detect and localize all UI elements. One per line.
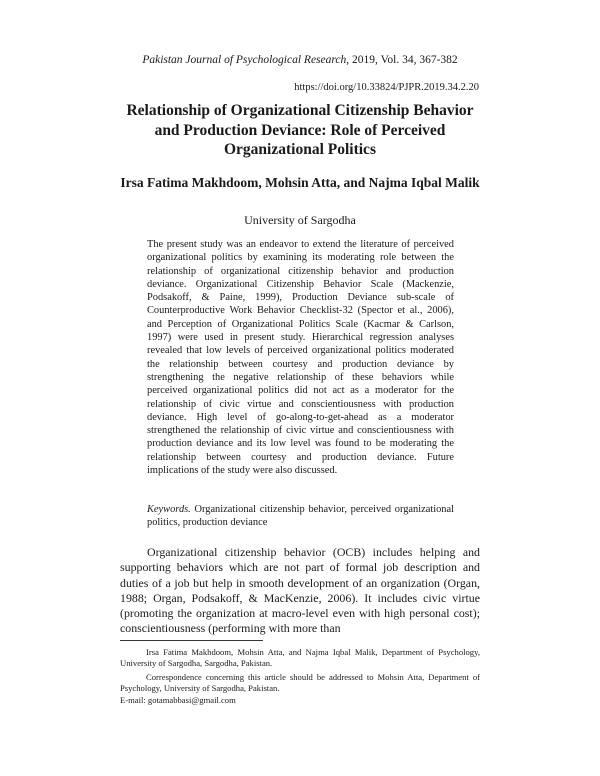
- footnote-email[interactable]: E-mail: gotamabbasi@gmail.com: [120, 695, 236, 705]
- footnote-divider: [120, 640, 263, 641]
- abstract: The present study was an endeavor to extend the literature of perceived organizational politics by examining its moderating role between the relationship of organizational citizenship behavior and production deviance. Organizational Citizenship Behavior Scale (Mackenzie, Podsakoff, & Paine, 1999), Production Deviance sub-scale of Counterproductive Work Behavior Checklist-32 (Spector et al., 2006), and Perception of Organizational Politics Scale (Kacmar & Carlson, 1997) were used in present study. Hierarchical regression analyses revealed that low levels of perceived organizational politics moderated the relationship between courtesy and production deviance by strengthening the negative relationship of these behaviors while perceived organizational politics did not act as a moderator for the relationship of civic virtue and conscientiousness with production deviance. High level of go-along-to-get-ahead as a moderator strengthened the relationship of civic virtue and conscientiousness with production deviance and its low level was found to be moderating the relationship between courtesy and production deviance. Future implications of the study were also discussed.: [147, 239, 454, 477]
- author-affiliation: University of Sargodha: [244, 213, 356, 227]
- author-list: Irsa Fatima Makhdoom, Mohsin Atta, and Najma Iqbal Malik: [120, 175, 480, 190]
- journal-volume-pages: 2019, Vol. 34, 367-382: [349, 54, 458, 66]
- keywords: [147, 503, 454, 530]
- keywords-label: Keywords.: [147, 504, 191, 515]
- article-title: Relationship of Organizational Citizenship Behavior and Production Deviance: Role of Perceived Organizational Politics: [126, 102, 474, 158]
- footnote-affiliation: Irsa Fatima Makhdoom, Mohsin Atta, and Najma Iqbal Malik, Department of Psychology, University of Sargodha, Sargodha, Pakistan.: [120, 647, 480, 669]
- keywords-list: Organizational citizenship behavior, perceived organizational politics, production deviance: [147, 504, 454, 529]
- intro-paragraph: Organizational citizenship behavior (OCB) includes helping and supporting behaviors which are not part of formal job description and duties of a job but help in smooth development of an organization (Organ, 1988; Organ, Podsakoff, & MacKenzie, 2006). It includes civic virtue (promoting the organization at macro-level even with high personal cost); conscientiousness (performing with more than: [120, 545, 480, 636]
- journal-name: Pakistan Journal of Psychological Research,: [142, 54, 350, 66]
- doi-link[interactable]: https://doi.org/10.33824/PJPR.2019.34.2.20: [294, 82, 479, 93]
- journal-citation-header: [0, 53, 600, 67]
- footnote-correspondence: Correspondence concerning this article should be addressed to Mohsin Atta, Department of Psychology, University of Sargodha, Pakistan.: [120, 672, 480, 694]
